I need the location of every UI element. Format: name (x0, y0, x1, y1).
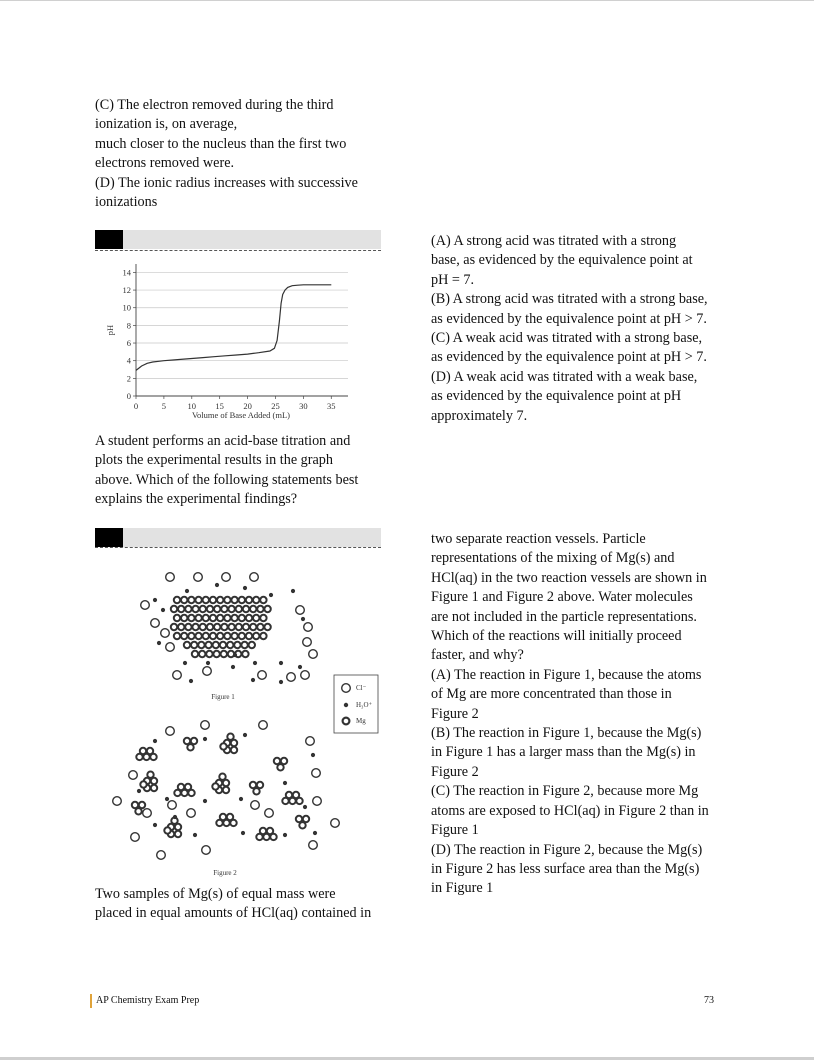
magnesium-particle (231, 633, 237, 639)
magnesium-particle (230, 820, 236, 826)
hydronium-particle (311, 753, 315, 757)
hydronium-particle (313, 831, 317, 835)
x-tick-label: 20 (243, 401, 252, 411)
magnesium-particle (253, 788, 259, 794)
hydronium-particle (153, 823, 157, 827)
magnesium-particle (188, 790, 194, 796)
magnesium-particle (281, 758, 287, 764)
y-axis-label: pH (105, 324, 115, 336)
choice-b-line: in Figure 1 has a larger mass than the Mg(s) in (431, 744, 696, 761)
hydronium-particle (239, 797, 243, 801)
chloride-particle (301, 671, 310, 680)
magnesium-particle (250, 624, 256, 630)
magnesium-particle (257, 624, 263, 630)
y-tick-label: 0 (126, 391, 131, 401)
magnesium-particle (277, 764, 283, 770)
question1-choices (431, 232, 731, 426)
question2-right-column (431, 530, 731, 899)
chloride-particle (250, 573, 259, 582)
answer-c-line: ionization is, on average, (95, 116, 238, 133)
magnesium-particle (246, 615, 252, 621)
chart-grid (136, 272, 348, 378)
chloride-particle (309, 841, 318, 850)
choice-a-line: of Mg are more concentrated than those in (431, 686, 672, 703)
magnesium-particle (239, 615, 245, 621)
figure1-particles (141, 573, 318, 684)
chloride-particle (304, 623, 313, 632)
magnesium-particle (191, 642, 197, 648)
magnesium-particle (198, 642, 204, 648)
choice-c-line: (C) The reaction in Figure 2, because more Mg (431, 783, 699, 800)
figure2-particles (113, 721, 340, 860)
hydronium-particle (165, 797, 169, 801)
question1-stem (95, 432, 395, 510)
chloride-particle (187, 809, 196, 818)
chloride-particle (306, 737, 315, 746)
magnesium-particle (299, 822, 305, 828)
top-answer-block (95, 96, 395, 212)
magnesium-particle (147, 772, 153, 778)
stem-line: A student performs an acid-base titration and (95, 433, 351, 449)
magnesium-particle (174, 633, 180, 639)
magnesium-particle (174, 790, 180, 796)
choice-d-line: approximately 7. (431, 407, 528, 424)
chloride-particle (194, 573, 203, 582)
magnesium-particle (184, 642, 190, 648)
magnesium-particle (250, 606, 256, 612)
stem-line: faster, and why? (431, 647, 524, 664)
page-number: 73 (704, 995, 714, 1006)
chloride-particle (313, 797, 322, 806)
magnesium-particle (260, 615, 266, 621)
hydronium-particle (161, 608, 165, 612)
magnesium-particle (221, 606, 227, 612)
x-tick-label: 15 (215, 401, 224, 411)
choice-c-line: as evidenced by the equivalence point at pH > 7. (431, 349, 707, 366)
choice-b-line: Figure 2 (431, 763, 479, 780)
x-tick-label: 35 (327, 401, 336, 411)
choice-a-line: pH = 7. (431, 271, 475, 288)
hydronium-particle (189, 679, 193, 683)
hydronium-particle (279, 661, 283, 665)
chloride-particle (173, 671, 182, 680)
y-tick-label: 8 (126, 320, 131, 331)
magnesium-particle (181, 615, 187, 621)
magnesium-particle (260, 597, 266, 603)
magnesium-particle (217, 633, 223, 639)
magnesium-particle (210, 633, 216, 639)
magnesium-particle (143, 754, 149, 760)
particle-figures (95, 555, 385, 875)
y-tick-label: 10 (122, 302, 131, 313)
magnesium-particle (151, 778, 157, 784)
magnesium-particle (217, 615, 223, 621)
magnesium-particle (188, 633, 194, 639)
magnesium-particle (228, 624, 234, 630)
chloride-particle (129, 771, 138, 780)
hydronium-particle (203, 799, 207, 803)
titration-chart (95, 258, 385, 428)
magnesium-particle (140, 781, 146, 787)
hydronium-particle (241, 831, 245, 835)
question-number-block (95, 528, 123, 547)
hydronium-particle (203, 737, 207, 741)
magnesium-particle (178, 624, 184, 630)
choice-a-line: (A) A strong acid was titrated with a strong (431, 233, 677, 249)
hydronium-particle (153, 739, 157, 743)
stem-line: representations of the mixing of Mg(s) and (431, 550, 675, 567)
hydronium-particle (173, 815, 177, 819)
hydronium-particle (283, 833, 287, 837)
magnesium-particle (221, 624, 227, 630)
particle-legend (334, 675, 378, 733)
hydronium-particle (157, 641, 161, 645)
stem-line: placed in equal amounts of HCl(aq) contained in (95, 905, 372, 922)
chart-tick-labels (123, 267, 336, 411)
magnesium-particle (164, 827, 170, 833)
chloride-particle (202, 846, 211, 855)
chloride-particle (287, 673, 296, 682)
hydronium-particle (291, 589, 295, 593)
hydronium-particle (243, 586, 247, 590)
magnesium-particle (253, 615, 259, 621)
magnesium-particle (206, 651, 212, 657)
hydronium-particle (269, 593, 273, 597)
magnesium-particle (203, 633, 209, 639)
magnesium-particle (171, 624, 177, 630)
magnesium-particle (175, 831, 181, 837)
magnesium-particle (263, 834, 269, 840)
hydronium-particle (243, 733, 247, 737)
magnesium-particle (188, 597, 194, 603)
x-tick-label: 30 (299, 401, 308, 411)
magnesium-particle (223, 780, 229, 786)
magnesium-particle (216, 820, 222, 826)
magnesium-particle (242, 651, 248, 657)
magnesium-particle (296, 816, 302, 822)
x-tick-label: 10 (187, 401, 197, 411)
magnesium-particle (219, 774, 225, 780)
chloride-particle (331, 819, 340, 828)
choice-d-line: in Figure 1 (431, 880, 494, 897)
chloride-particle (166, 573, 175, 582)
chloride-particle (296, 606, 305, 615)
chloride-particle (166, 643, 175, 652)
magnesium-particle (220, 642, 226, 648)
magnesium-particle (171, 606, 177, 612)
y-tick-label: 12 (122, 285, 131, 296)
chloride-particle (303, 638, 312, 647)
choice-c-line: Figure 1 (431, 822, 479, 839)
hydronium-particle (298, 665, 302, 669)
magnesium-particle (200, 606, 206, 612)
magnesium-particle (187, 744, 193, 750)
hydronium-particle (251, 678, 255, 682)
hydronium-particle (206, 661, 210, 665)
magnesium-particle (132, 802, 138, 808)
magnesium-particle (174, 597, 180, 603)
question2-stem-left (95, 885, 395, 924)
magnesium-particle (210, 597, 216, 603)
x-tick-label: 0 (133, 401, 139, 411)
magnesium-particle (253, 633, 259, 639)
magnesium-particle (205, 642, 211, 648)
magnesium-particle (257, 782, 263, 788)
choice-a-line: base, as evidenced by the equivalence point at (431, 252, 693, 269)
legend-hydronium-label: H₃O⁺ (356, 701, 373, 709)
hydronium-particle (215, 583, 219, 587)
stem-line: HCl(aq) in the two reaction vessels are shown in (431, 569, 707, 586)
chloride-particle (201, 721, 210, 730)
legend-chloride-label: Cl⁻ (356, 684, 367, 692)
magnesium-particle (181, 790, 187, 796)
magnesium-particle (136, 754, 142, 760)
magnesium-particle (224, 633, 230, 639)
hydronium-particle (283, 781, 287, 785)
magnesium-particle (185, 624, 191, 630)
magnesium-particle (239, 597, 245, 603)
magnesium-particle (150, 754, 156, 760)
choice-d-line: (D) The reaction in Figure 2, because the Mg(s) (431, 841, 703, 858)
magnesium-particle (195, 633, 201, 639)
hydronium-particle (301, 617, 305, 621)
answer-c-line: much closer to the nucleus than the first two (95, 135, 347, 152)
magnesium-particle (192, 651, 198, 657)
hydronium-particle (185, 589, 189, 593)
magnesium-particle (227, 734, 233, 740)
magnesium-particle (303, 816, 309, 822)
hydronium-particle (231, 665, 235, 669)
magnesium-particle (243, 624, 249, 630)
hydronium-particle (153, 598, 157, 602)
chloride-particle (141, 601, 150, 610)
choice-b-line: (B) The reaction in Figure 1, because the Mg(s) (431, 725, 702, 742)
magnesium-particle (274, 758, 280, 764)
magnesium-particle (139, 802, 145, 808)
magnesium-particle (213, 642, 219, 648)
choice-d-line: in Figure 2 has less surface area than the Mg(s) (431, 860, 700, 877)
answer-d-line: ionizations (95, 194, 158, 211)
chloride-particle (309, 650, 318, 659)
choice-b-line: (B) A strong acid was titrated with a strong base, (431, 291, 708, 308)
dashed-divider (95, 547, 381, 548)
magnesium-particle (260, 633, 266, 639)
hydronium-particle (279, 680, 283, 684)
magnesium-particle (214, 624, 220, 630)
magnesium-particle (174, 615, 180, 621)
y-tick-label: 4 (126, 355, 131, 366)
hydronium-particle (183, 661, 187, 665)
magnesium-particle (256, 834, 262, 840)
magnesium-particle (264, 606, 270, 612)
hydronium-particle (233, 653, 237, 657)
magnesium-particle (227, 642, 233, 648)
chloride-particle (222, 573, 231, 582)
magnesium-particle (135, 808, 141, 814)
choice-c-line: (C) A weak acid was titrated with a strong base, (431, 330, 703, 347)
x-tick-label: 5 (161, 401, 167, 411)
hydronium-particle (303, 805, 307, 809)
magnesium-particle (270, 834, 276, 840)
answer-c-line: electrons removed were. (95, 155, 235, 172)
magnesium-particle (239, 633, 245, 639)
hydronium-particle (137, 789, 141, 793)
choice-b-line: as evidenced by the equivalence point at pH > 7. (431, 310, 707, 327)
magnesium-particle (296, 798, 302, 804)
magnesium-particle (200, 624, 206, 630)
chloride-particle (259, 721, 268, 730)
x-tick-label: 25 (271, 401, 280, 411)
y-tick-label: 14 (122, 267, 131, 278)
magnesium-particle (223, 820, 229, 826)
magnesium-particle (191, 738, 197, 744)
magnesium-particle (185, 606, 191, 612)
magnesium-particle (217, 597, 223, 603)
y-tick-label: 2 (126, 373, 131, 384)
magnesium-particle (192, 606, 198, 612)
question-header-bar (95, 528, 381, 547)
magnesium-particle (282, 798, 288, 804)
magnesium-particle (249, 642, 255, 648)
chloride-particle (168, 801, 177, 810)
stem-line: are not included in the particle representations. (431, 608, 697, 625)
magnesium-particle (199, 651, 205, 657)
magnesium-particle (231, 615, 237, 621)
chloride-particle (161, 629, 170, 638)
magnesium-particle (250, 782, 256, 788)
magnesium-particle (243, 606, 249, 612)
stem-line: plots the experimental results in the graph (95, 452, 333, 469)
top-border (0, 0, 814, 1)
magnesium-particle (236, 624, 242, 630)
magnesium-particle (213, 651, 219, 657)
stem-line: Figure 1 and Figure 2 above. Water molecules (431, 589, 693, 606)
x-axis-label: Volume of Base Added (mL) (191, 410, 291, 420)
magnesium-particle (264, 624, 270, 630)
titration-curve-line (136, 285, 331, 371)
magnesium-particle (231, 597, 237, 603)
magnesium-particle (188, 615, 194, 621)
magnesium-particle (214, 606, 220, 612)
figure1-caption: Figure 1 (211, 693, 235, 701)
stem-line: two separate reaction vessels. Particle (431, 531, 646, 547)
chloride-particle (113, 797, 122, 806)
magnesium-particle (210, 615, 216, 621)
magnesium-particle (246, 633, 252, 639)
magnesium-particle (231, 747, 237, 753)
stem-line: Which of the reactions will initially proceed (431, 628, 682, 645)
magnesium-particle (228, 606, 234, 612)
hydronium-particle (193, 833, 197, 837)
magnesium-particle (203, 615, 209, 621)
hydronium-particle (253, 661, 257, 665)
magnesium-particle (192, 624, 198, 630)
magnesium-particle (234, 642, 240, 648)
magnesium-particle (221, 651, 227, 657)
dashed-divider (95, 250, 381, 251)
magnesium-particle (231, 740, 237, 746)
legend-magnesium-label: Mg (356, 717, 366, 725)
magnesium-particle (224, 597, 230, 603)
chloride-particle (258, 671, 267, 680)
magnesium-particle (223, 787, 229, 793)
magnesium-particle (236, 606, 242, 612)
magnesium-particle (203, 597, 209, 603)
magnesium-particle (241, 642, 247, 648)
figure2-caption: Figure 2 (213, 869, 237, 877)
magnesium-legend-icon (343, 718, 350, 725)
magnesium-particle (246, 597, 252, 603)
choice-c-line: atoms are exposed to HCl(aq) in Figure 2 than in (431, 802, 709, 819)
magnesium-particle (175, 824, 181, 830)
question-header-bar (95, 230, 381, 249)
stem-line: Two samples of Mg(s) of equal mass were (95, 886, 336, 902)
answer-c-line: (C) The electron removed during the third (95, 97, 334, 113)
chloride-particle (265, 809, 274, 818)
chloride-particle (143, 809, 152, 818)
magnesium-particle (224, 615, 230, 621)
magnesium-particle (151, 785, 157, 791)
magnesium-particle (253, 597, 259, 603)
magnesium-particle (195, 615, 201, 621)
magnesium-particle (257, 606, 263, 612)
magnesium-particle (178, 606, 184, 612)
magnesium-particle (220, 743, 226, 749)
stem-line: explains the experimental findings? (95, 491, 298, 508)
magnesium-particle (289, 798, 295, 804)
magnesium-particle (181, 633, 187, 639)
magnesium-particle (195, 597, 201, 603)
chloride-particle (166, 727, 175, 736)
choice-d-line: (D) A weak acid was titrated with a weak base, (431, 368, 698, 385)
magnesium-particle (212, 783, 218, 789)
chloride-particle (312, 769, 321, 778)
chloride-particle (151, 619, 160, 628)
magnesium-particle (207, 624, 213, 630)
magnesium-particle (184, 738, 190, 744)
choice-a-line: (A) The reaction in Figure 1, because the atoms (431, 666, 702, 683)
chloride-legend-icon (342, 684, 351, 693)
question-number-block (95, 230, 123, 249)
chloride-particle (157, 851, 166, 860)
answer-d-line: (D) The ionic radius increases with successive (95, 174, 358, 191)
stem-line: above. Which of the following statements best (95, 471, 359, 488)
magnesium-particle (181, 597, 187, 603)
chloride-particle (131, 833, 140, 842)
chloride-particle (251, 801, 260, 810)
hydronium-legend-icon (344, 703, 348, 707)
footer-book-title: AP Chemistry Exam Prep (90, 994, 199, 1008)
y-tick-label: 6 (126, 338, 131, 349)
magnesium-particle (207, 606, 213, 612)
choice-d-line: as evidenced by the equivalence point at pH (431, 388, 682, 405)
choice-a-line: Figure 2 (431, 705, 479, 722)
chloride-particle (203, 667, 212, 676)
